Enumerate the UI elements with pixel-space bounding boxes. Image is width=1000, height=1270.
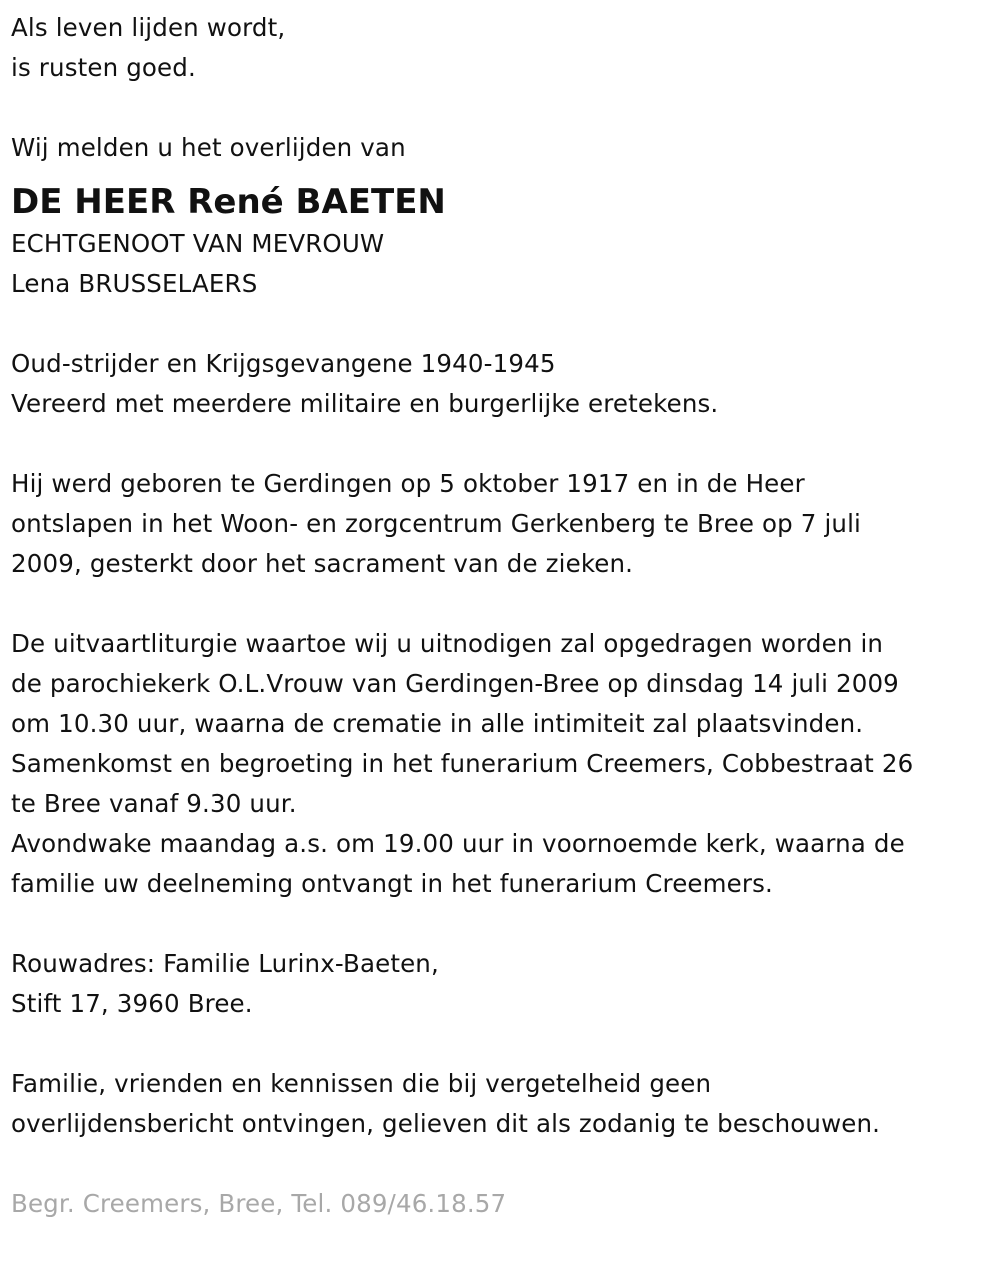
funeral-line-2: de parochiekerk O.L.Vrouw van Gerdingen-Bree op dinsdag 14 juli 2009 (11, 669, 899, 698)
funeral-line-6: Avondwake maandag a.s. om 19.00 uur in voornoemde kerk, waarna de (11, 829, 905, 858)
funeral-line-5: te Bree vanaf 9.30 uur. (11, 789, 297, 818)
spouse-title: ECHTGENOOT VAN MEVROUW (11, 229, 385, 258)
spacer (11, 1144, 996, 1184)
address-line-2: Stift 17, 3960 Bree. (11, 989, 253, 1018)
address-line-1: Rouwadres: Familie Lurinx-Baeten, (11, 949, 439, 978)
honors-line-2: Vereerd met meerdere militaire en burgerlijke eretekens. (11, 389, 719, 418)
spacer (11, 1024, 996, 1064)
spacer (11, 424, 996, 464)
birth-death-line-1: Hij werd geboren te Gerdingen op 5 oktober 1917 en in de Heer (11, 469, 805, 498)
funeral-line-4: Samenkomst en begroeting in het funerarium Creemers, Cobbestraat 26 (11, 749, 914, 778)
notice-line-1: Familie, vrienden en kennissen die bij vergetelheid geen (11, 1069, 712, 1098)
motto-line-2: is rusten goed. (11, 53, 196, 82)
deceased-name: DE HEER René BAETEN (11, 182, 446, 222)
birth-death-line-2: ontslapen in het Woon- en zorgcentrum Gerkenberg te Bree op 7 juli (11, 509, 862, 538)
spacer (11, 88, 996, 128)
spacer (11, 904, 996, 944)
spouse-name: Lena BRUSSELAERS (11, 269, 258, 298)
funeral-line-3: om 10.30 uur, waarna de crematie in alle intimiteit zal plaatsvinden. (11, 709, 864, 738)
funeral-line-1: De uitvaartliturgie waartoe wij u uitnodigen zal opgedragen worden in (11, 629, 884, 658)
birth-death-line-3: 2009, gesterkt door het sacrament van de zieken. (11, 549, 634, 578)
motto-line-1: Als leven lijden wordt, (11, 13, 286, 42)
spacer (11, 304, 996, 344)
funeral-line-7: familie uw deelneming ontvangt in het funerarium Creemers. (11, 869, 773, 898)
notice-line-2: overlijdensbericht ontvingen, gelieven dit als zodanig te beschouwen. (11, 1109, 881, 1138)
funeral-home-footer: Begr. Creemers, Bree, Tel. 089/46.18.57 (11, 1189, 507, 1218)
honors-line-1: Oud-strijder en Krijgsgevangene 1940-1945 (11, 349, 556, 378)
obituary-card (11, 8, 996, 1224)
spacer (11, 584, 996, 624)
announcement-text: Wij melden u het overlijden van (11, 133, 406, 162)
